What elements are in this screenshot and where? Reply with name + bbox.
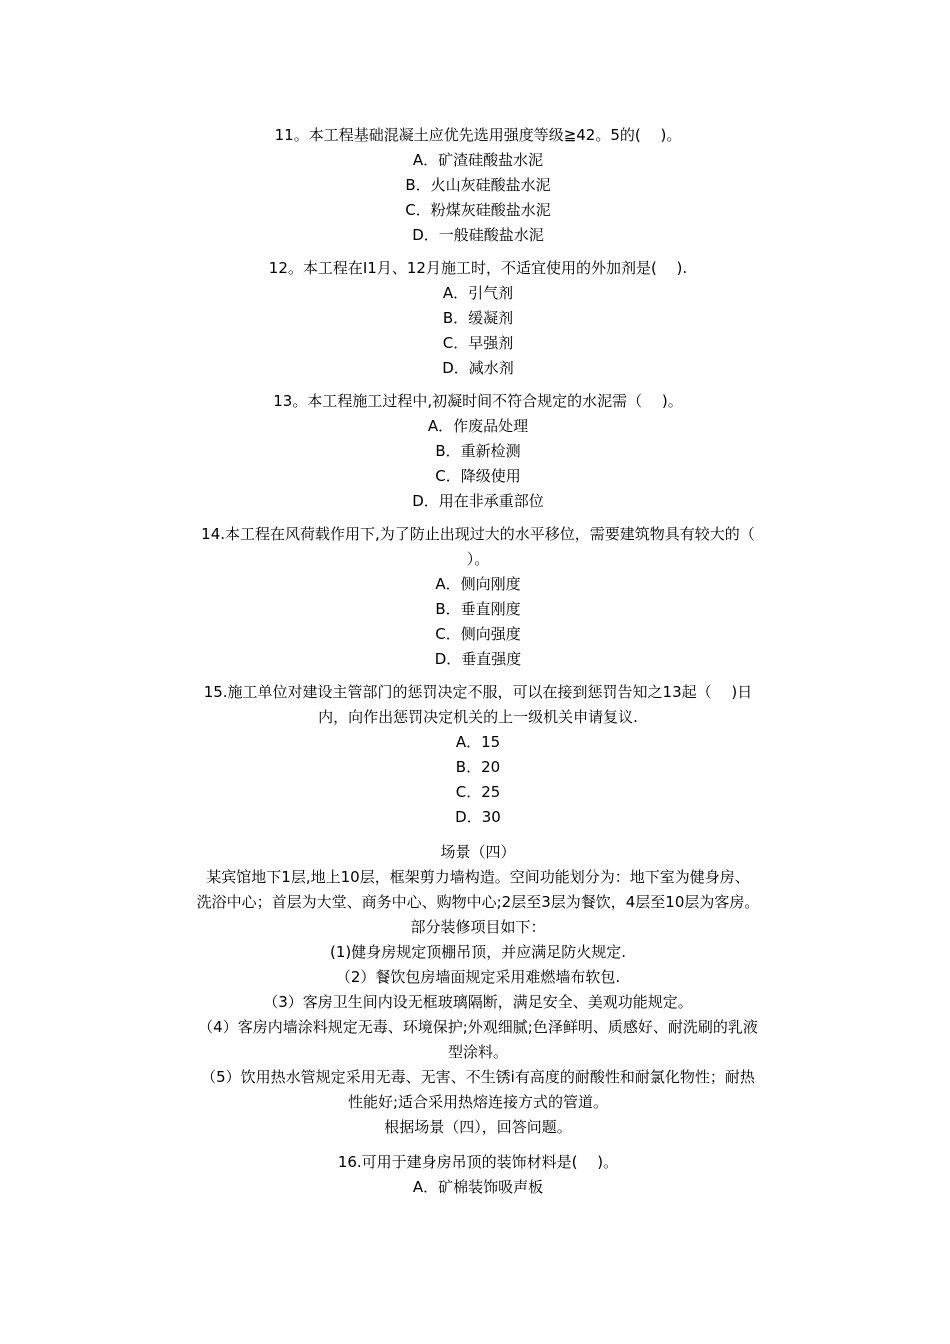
document-page [150,123,806,1200]
scene-line: 洗浴中心；首层为大堂、商务中心、购物中心;2层至3层为餐饮，4层至10层为客房。 [196,893,760,911]
scene-line: 性能好;适合采用热熔连接方式的管道。 [347,1093,609,1111]
scene-line: （5）饮用热水管规定采用无毒、无害、不生锈i有高度的耐酸性和耐氯化物性；耐热 [201,1068,755,1086]
option-b: B．20 [455,758,501,776]
option-a: A．作废品处理 [427,417,529,435]
question-stem: 11。本工程基础混凝土应优先选用强度等级≧42。5的( )。 [274,126,682,144]
question-stem: 12。本工程在I1月、12月施工时，不适宜使用的外加剂是( ). [268,259,688,277]
scene-line: (1)健身房规定顶棚吊顶，并应满足防火规定. [329,943,627,961]
option-d: D．垂直强度 [434,650,522,668]
question-15 [150,680,806,830]
option-d: D．用在非承重部位 [412,492,544,510]
option-c: C．粉煤灰硅酸盐水泥 [405,201,551,219]
option-a: A．15 [455,733,501,751]
scene-line: （4）客房内墙涂料规定无毒、环境保护;外观细腻;色泽鲜明、质感好、耐洗刷的乳液 [198,1018,758,1036]
option-c: C．降级使用 [435,467,521,485]
scene-section [150,840,806,1140]
option-c: C．侧向强度 [435,625,521,643]
question-11 [150,123,806,248]
scene-title: 场景（四） [440,843,516,861]
scene-line: （2）餐饮包房墙面规定采用难燃墙布软包. [335,968,621,986]
option-a: A．引气剂 [442,284,514,302]
option-d: D．30 [455,808,501,826]
option-a: A．侧向刚度 [435,575,521,593]
question-12 [150,256,806,381]
option-c: C．25 [455,783,501,801]
question-stem-line-2: 内，向作出惩罚决定机关的上一级机关申请复议. [318,708,638,726]
option-b: B．火山灰硅酸盐水泥 [405,176,551,194]
scene-line: 型涂料。 [447,1043,508,1061]
question-13 [150,389,806,514]
option-a: A．矿棉装饰吸声板 [412,1178,544,1196]
question-stem-line-2: ）。 [466,550,490,568]
option-b: B．重新检测 [435,442,521,460]
option-c: C．早强剂 [442,334,514,352]
scene-line: 根据场景（四），回答问题。 [384,1118,572,1136]
option-b: B．垂直刚度 [435,600,521,618]
question-14 [150,522,806,672]
option-b: B．缓凝剂 [442,309,514,327]
option-d: D．一般硅酸盐水泥 [412,226,544,244]
option-d: D．减水剂 [442,359,514,377]
scene-line: 某宾馆地下1层,地上10层，框架剪力墙构造。空间功能划分为：地下室为健身房、 [206,868,750,886]
question-stem-line-1: 14.本工程在风荷载作用下,为了防止出现过大的水平移位，需要建筑物具有较大的（ [201,525,755,543]
question-16 [150,1150,806,1200]
scene-line: 部分装修项目如下： [410,918,546,936]
option-a: A．矿渣硅酸盐水泥 [412,151,544,169]
question-stem-line-1: 15.施工单位对建设主管部门的惩罚决定不服，可以在接到惩罚告知之13起（ )日 [203,683,753,701]
question-stem: 13。本工程施工过程中,初凝时间不符合规定的水泥需（ )。 [273,392,683,410]
question-stem: 16.可用于建身房吊顶的装饰材料是( )。 [337,1153,619,1171]
scene-line: （3）客房卫生间内设无框玻璃隔断，满足安全、美观功能规定。 [263,993,693,1011]
